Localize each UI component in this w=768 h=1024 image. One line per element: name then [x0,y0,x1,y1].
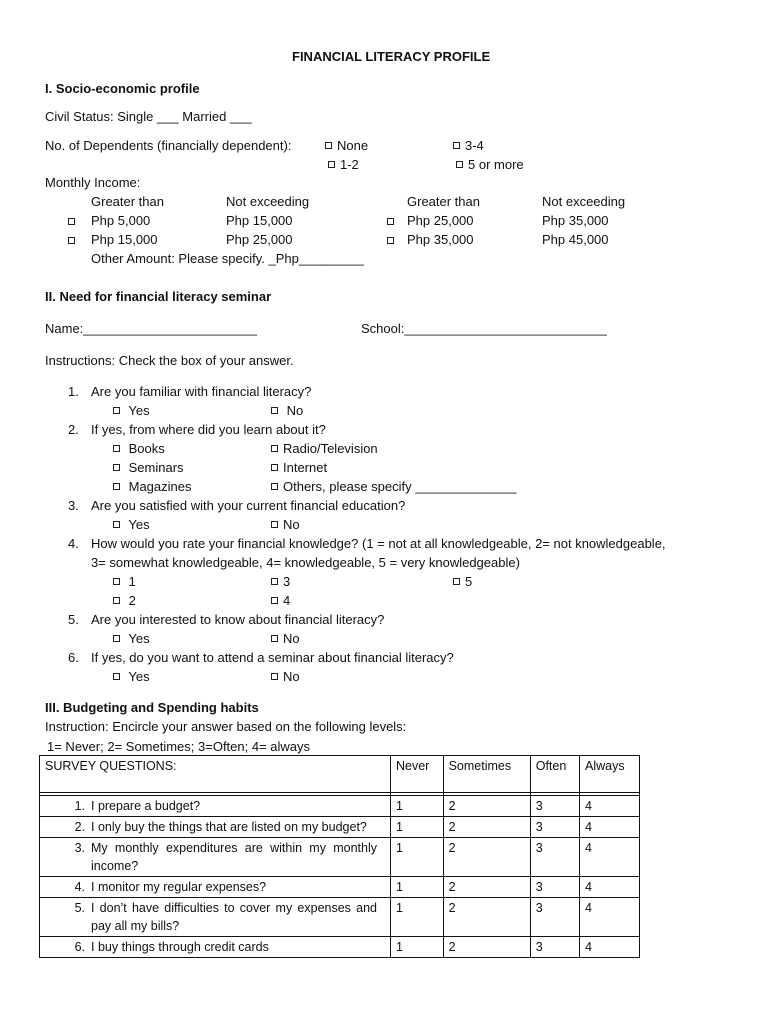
section2-heading: II. Need for financial literacy seminar [45,289,272,304]
header-never: Never [391,756,444,793]
always-cell[interactable]: 4 [580,898,640,937]
income-value: Php 45,000 [542,232,609,247]
other-amount-line: Other Amount: Please specify. _Php_________ [91,251,364,266]
q5-option-yes: Yes [113,631,150,647]
income-header-not-exceeding-2: Not exceeding [542,194,626,209]
question-cell: 1. I prepare a budget? [40,796,391,817]
header-always: Always [580,756,640,793]
dependents-option-3-4: 3-4 [453,138,484,154]
checkbox-icon[interactable] [456,161,463,168]
q4-option-4: 4 [271,593,290,609]
q6-option-no: No [271,669,300,685]
often-cell[interactable]: 3 [530,877,579,898]
never-cell[interactable]: 1 [391,898,444,937]
school-field[interactable]: School:____________________________ [361,321,607,336]
income-value: Php 35,000 [407,232,474,247]
income-value: Php 15,000 [91,232,158,247]
section3-levels: 1= Never; 2= Sometimes; 3=Often; 4= always [47,739,311,754]
never-cell[interactable]: 1 [391,817,444,838]
section3-heading: III. Budgeting and Spending habits [45,700,259,715]
sometimes-cell[interactable]: 2 [443,937,530,958]
checkbox-icon[interactable] [271,635,278,642]
always-cell[interactable]: 4 [580,877,640,898]
question-2: If yes, from where did you learn about it? [91,422,326,437]
question-cell: 6. I buy things through credit cards [40,937,391,958]
question-5: Are you interested to know about financial literacy? [91,612,385,627]
table-row [40,817,640,838]
dependents-label: No. of Dependents (financially dependent): [45,138,292,153]
often-cell[interactable]: 3 [530,838,579,877]
q1-option-no: No [271,403,303,419]
question-cell: 4. I monitor my regular expenses? [40,877,391,898]
checkbox-icon[interactable] [271,597,278,604]
checkbox-icon[interactable] [328,161,335,168]
q2-option-seminars: Seminars [113,460,184,476]
question-number: 3. [68,498,79,513]
checkbox-icon[interactable] [113,597,120,604]
table-row [40,877,640,898]
q4-option-5: 5 [453,574,472,590]
name-field[interactable]: Name:________________________ [45,321,257,336]
income-checkbox-icon[interactable] [387,218,394,225]
income-value: Php 25,000 [226,232,293,247]
income-value: Php 35,000 [542,213,609,228]
always-cell[interactable]: 4 [580,838,640,877]
always-cell[interactable]: 4 [580,937,640,958]
checkbox-icon[interactable] [113,635,120,642]
income-checkbox-icon[interactable] [387,237,394,244]
income-header-not-exceeding: Not exceeding [226,194,310,209]
table-header-row [40,756,640,793]
q2-option-books: Books [113,441,165,457]
never-cell[interactable]: 1 [391,796,444,817]
question-cell: 5. I don’t have difficulties to cover my expenses and pay all my bills? [40,898,391,937]
checkbox-icon[interactable] [325,142,332,149]
dependents-option-1-2: 1-2 [328,157,359,173]
always-cell[interactable]: 4 [580,817,640,838]
question-number: 4. [68,536,79,551]
question-cell: 3. My monthly expenditures are within my monthly income? [40,838,391,877]
income-header-greater-2: Greater than [407,194,480,209]
checkbox-icon[interactable] [113,407,120,414]
q4-option-1: 1 [113,574,136,590]
section1-heading: I. Socio-economic profile [45,81,200,96]
always-cell[interactable]: 4 [580,796,640,817]
header-survey-questions: SURVEY QUESTIONS: [40,756,391,793]
section3-instruction: Instruction: Encircle your answer based on the following levels: [45,719,407,734]
q2-option-radio-tv: Radio/Television [271,441,378,457]
checkbox-icon[interactable] [113,445,120,452]
q3-option-no: No [271,517,300,533]
q3-option-yes: Yes [113,517,150,533]
question-number: 2. [68,422,79,437]
sometimes-cell[interactable]: 2 [443,877,530,898]
sometimes-cell[interactable]: 2 [443,817,530,838]
never-cell[interactable]: 1 [391,937,444,958]
table-row [40,796,640,817]
question-3: Are you satisfied with your current financial education? [91,498,406,513]
survey-table [39,755,640,958]
income-checkbox-icon[interactable] [68,237,75,244]
instructions-text: Instructions: Check the box of your answer. [45,353,294,368]
checkbox-icon[interactable] [271,483,278,490]
checkbox-icon[interactable] [271,521,278,528]
income-value: Php 15,000 [226,213,293,228]
checkbox-icon[interactable] [113,464,120,471]
checkbox-icon[interactable] [271,578,278,585]
checkbox-icon[interactable] [113,578,120,585]
q2-option-internet: Internet [271,460,327,476]
income-checkbox-icon[interactable] [68,218,75,225]
question-4-line1: How would you rate your financial knowledge? (1 = not at all knowledgeable, 2= not knowledgeable, [91,536,666,551]
table-row [40,898,640,937]
often-cell[interactable]: 3 [530,796,579,817]
often-cell[interactable]: 3 [530,817,579,838]
sometimes-cell[interactable]: 2 [443,898,530,937]
question-number: 6. [68,650,79,665]
checkbox-icon[interactable] [113,673,120,680]
question-1: Are you familiar with financial literacy? [91,384,312,399]
never-cell[interactable]: 1 [391,877,444,898]
checkbox-icon[interactable] [271,673,278,680]
sometimes-cell[interactable]: 2 [443,838,530,877]
question-number: 5. [68,612,79,627]
income-header-greater: Greater than [91,194,164,209]
checkbox-icon[interactable] [113,483,120,490]
q5-option-no: No [271,631,300,647]
checkbox-icon[interactable] [271,445,278,452]
question-6: If yes, do you want to attend a seminar about financial literacy? [91,650,454,665]
header-sometimes: Sometimes [443,756,530,793]
q6-option-yes: Yes [113,669,150,685]
document-title: FINANCIAL LITERACY PROFILE [292,49,491,64]
checkbox-icon[interactable] [113,521,120,528]
table-row [40,838,640,877]
q2-option-magazines: Magazines [113,479,192,495]
dependents-option-5-more: 5 or more [456,157,524,173]
question-cell: 2. I only buy the things that are listed on my budget? [40,817,391,838]
table-row [40,937,640,958]
checkbox-icon[interactable] [453,142,460,149]
q1-option-yes: Yes [113,403,150,419]
sometimes-cell[interactable]: 2 [443,796,530,817]
income-value: Php 25,000 [407,213,474,228]
civil-status-line: Civil Status: Single ___ Married ___ [45,109,252,124]
often-cell[interactable]: 3 [530,937,579,958]
income-label: Monthly Income: [45,175,141,190]
checkbox-icon[interactable] [453,578,460,585]
q4-option-3: 3 [271,574,290,590]
q2-option-others: Others, please specify ______________ [271,479,516,495]
q4-option-2: 2 [113,593,136,609]
header-often: Often [530,756,579,793]
income-value: Php 5,000 [91,213,151,228]
dependents-option-none: None [325,138,368,154]
checkbox-icon[interactable] [271,407,278,414]
question-4-line2: 3= somewhat knowledgeable, 4= knowledgeable, 5 = very knowledgeable) [91,555,520,570]
often-cell[interactable]: 3 [530,898,579,937]
question-number: 1. [68,384,79,399]
never-cell[interactable]: 1 [391,838,444,877]
checkbox-icon[interactable] [271,464,278,471]
